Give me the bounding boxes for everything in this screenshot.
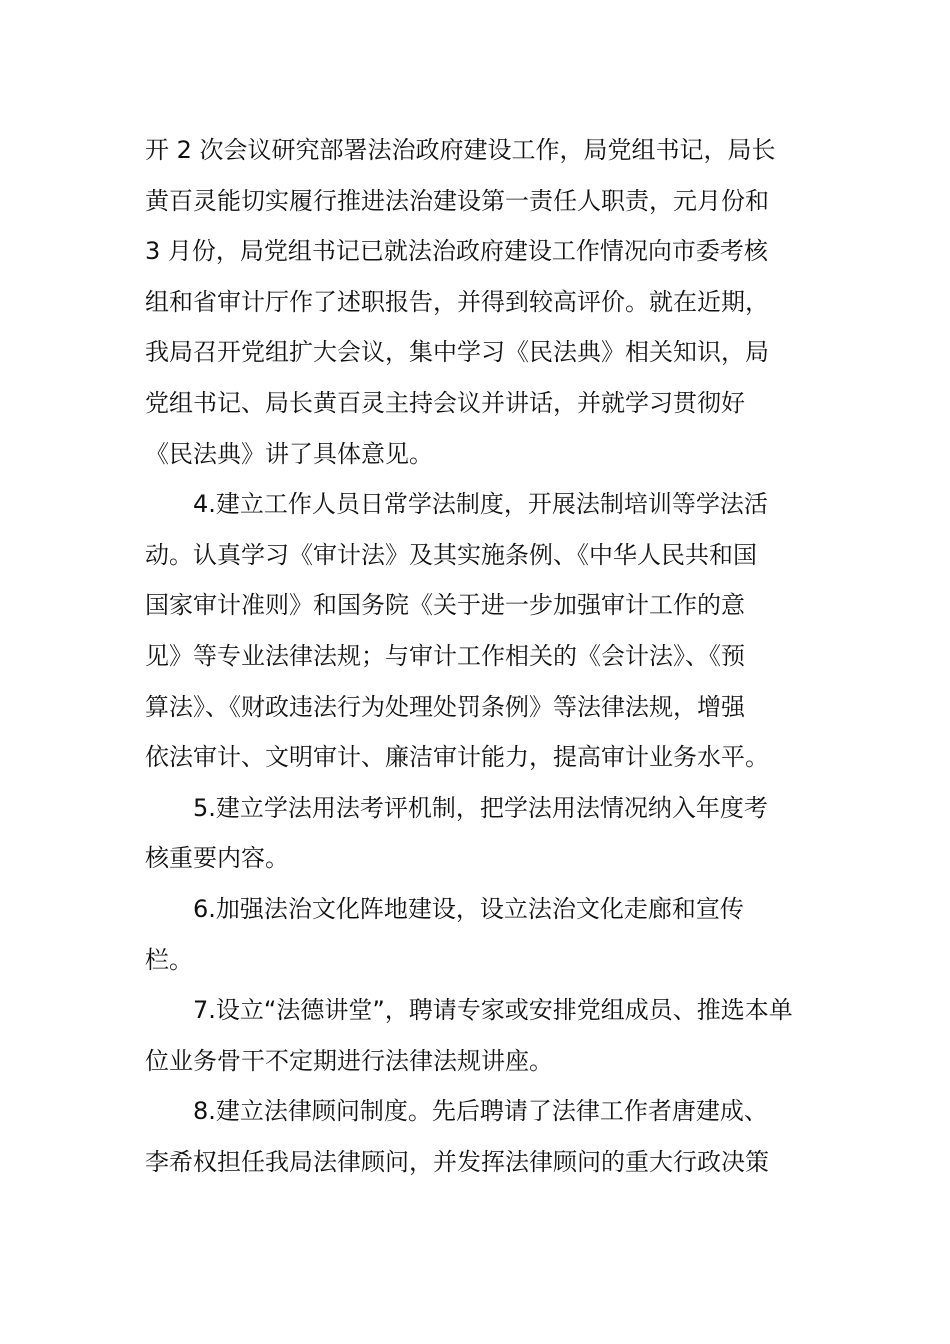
body-text [145, 125, 805, 1187]
text-line: 位业务骨干不定期进行法律法规讲座。 [145, 1046, 553, 1075]
text-line: 3 月份，局党组书记已就法治政府建设工作情况向市委考核 [145, 237, 768, 266]
paragraph-start-line: 6.加强法治文化阵地建设，设立法治文化走廊和宣传 [193, 894, 744, 923]
text-line: 算法》、《财政违法行为处理处罚条例》等法律法规，增强 [145, 692, 745, 721]
text-line: 《民法典》讲了具体意见。 [145, 439, 433, 468]
text-line: 栏。 [145, 945, 193, 974]
text-line: 国家审计准则》和国务院《关于进一步加强审计工作的意 [145, 591, 745, 620]
text-line: 党组书记、局长黄百灵主持会议并讲话，并就学习贯彻好 [145, 388, 745, 417]
text-line: 李希权担任我局法律顾问，并发挥法律顾问的重大行政决策 [145, 1147, 769, 1176]
text-line: 黄百灵能切实履行推进法治建设第一责任人职责，元月份和 [145, 186, 769, 215]
paragraph-start-line: 4.建立工作人员日常学法制度，开展法制培训等学法活 [193, 490, 768, 519]
text-line: 组和省审计厅作了述职报告，并得到较高评价。就在近期， [145, 287, 769, 316]
text-line: 我局召开党组扩大会议，集中学习《民法典》相关知识，局 [145, 338, 769, 367]
text-line: 开 2 次会议研究部署法治政府建设工作，局党组书记，局长 [145, 136, 776, 164]
paragraph-start-line: 8.建立法律顾问制度。先后聘请了法律工作者唐建成、 [193, 1097, 768, 1126]
text-line: 动。认真学习《审计法》及其实施条例、《中华人民共和国 [145, 540, 757, 569]
text-line: 核重要内容。 [145, 844, 289, 873]
paragraph-start-line: 7.设立“法德讲堂”，聘请专家或安排党组成员、推选本单 [193, 996, 793, 1025]
text-line: 见》等专业法律法规；与审计工作相关的《会计法》、《预 [145, 641, 745, 670]
paragraph-start-line: 5.建立学法用法考评机制，把学法用法情况纳入年度考 [193, 793, 768, 822]
text-line: 依法审计、文明审计、廉洁审计能力，提高审计业务水平。 [145, 743, 769, 772]
